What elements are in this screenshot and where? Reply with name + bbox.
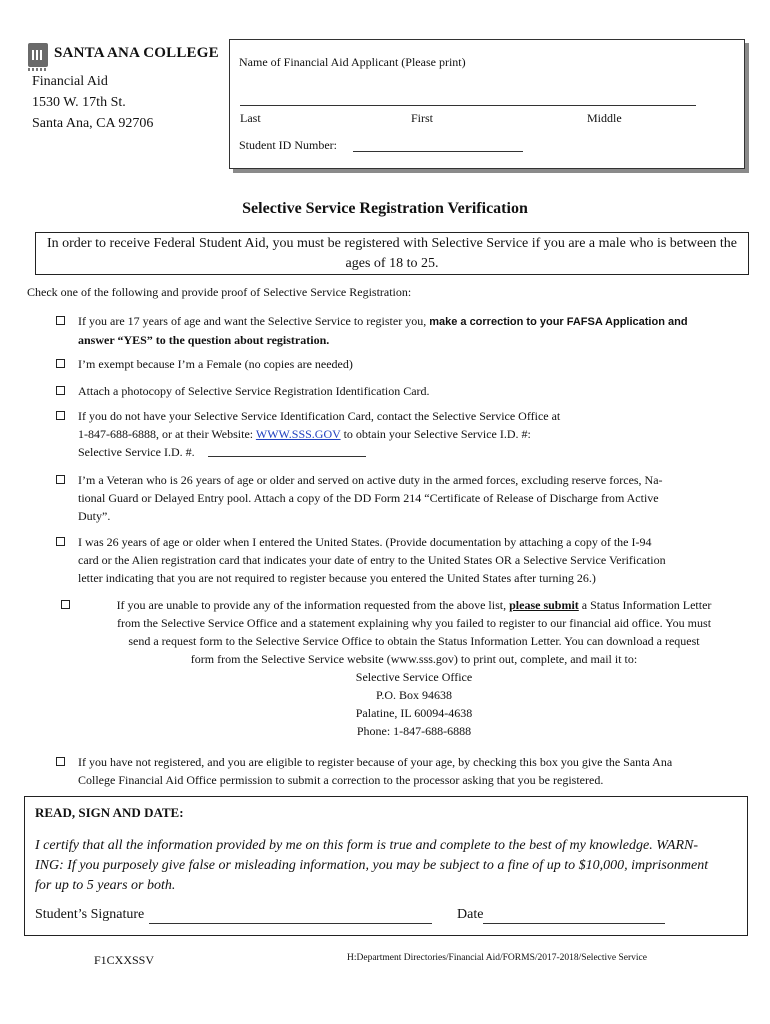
- first-name-label: First: [411, 111, 434, 125]
- address-line-3: Santa Ana, CA 92706: [32, 116, 154, 131]
- option-6-line-b: card or the Alien registration card that indicates your date of entry to the United States OR a Selective Service Verification: [78, 553, 666, 567]
- certification-box: [24, 796, 748, 936]
- mailing-address-line-4: Phone: 1-847-688-6888: [356, 724, 472, 738]
- option-5-line-c: Duty”.: [78, 509, 111, 523]
- option-8-line-a: If you have not registered, and you are eligible to register because of your age, by checking this box you give the Santa Ana: [78, 755, 673, 769]
- applicant-name-field[interactable]: [240, 105, 696, 106]
- option-1-text: [78, 312, 748, 349]
- option-4-line-c: to obtain your Selective Service I.D. #:: [343, 427, 531, 441]
- option-1-line-a: If you are 17 years of age and want the Selective Service to register you,: [78, 314, 427, 328]
- option-6-line-a: I was 26 years of age or older when I entered the United States. (Provide documentation by attaching a copy of the I-94: [78, 535, 652, 549]
- date-label: Date: [457, 907, 484, 922]
- middle-name-label: Middle: [587, 111, 622, 125]
- option-checkbox-7[interactable]: [61, 600, 70, 609]
- mailing-address-line-3: Palatine, IL 60094-4638: [355, 706, 473, 720]
- option-4-line-a: If you do not have your Selective Service Identification Card, contact the Selective Service Office at: [78, 409, 561, 423]
- option-checkbox-1[interactable]: [56, 316, 65, 325]
- instructions-text: Check one of the following and provide proof of Selective Service Registration:: [27, 285, 412, 299]
- form-code: F1CXXSSV: [94, 953, 155, 967]
- option-6-line-c: letter indicating that you are not required to register because you entered the United States after turning 26.): [78, 571, 596, 585]
- signature-field[interactable]: [149, 923, 432, 924]
- option-6-text: [78, 533, 750, 587]
- certification-line-1: I certify that all the information provided by me on this form is true and complete to the best of my knowledge. WARN-: [35, 838, 698, 853]
- college-name: SANTA ANA COLLEGE: [54, 45, 219, 61]
- option-8-line-b: College Financial Aid Office permission to submit a correction to the processor asking that you be registered.: [78, 773, 604, 787]
- selective-service-id-field[interactable]: [208, 456, 366, 457]
- option-7-line-a: If you are unable to provide any of the information requested from the above list,: [116, 598, 507, 612]
- option-7-line-c: a Status Information Letter: [581, 598, 712, 612]
- mailing-address-line-2: P.O. Box 94638: [375, 688, 452, 702]
- option-7-line-e: send a request form to the Selective Service Office to obtain the Status Information Letter. You can download a request: [128, 634, 700, 648]
- option-checkbox-2[interactable]: [56, 359, 65, 368]
- date-field[interactable]: [483, 923, 665, 924]
- college-logo-icon: [28, 43, 48, 67]
- mailing-address-line-1: Selective Service Office: [355, 670, 473, 684]
- sss-website-link[interactable]: WWW.SSS.GOV: [255, 427, 341, 441]
- last-name-label: Last: [240, 111, 261, 125]
- option-checkbox-8[interactable]: [56, 757, 65, 766]
- certification-line-2: ING: If you purposely give false or misleading information, you may be subject to a fine of up to $10,000, imprisonment: [35, 858, 709, 873]
- certification-statement: [35, 836, 740, 896]
- student-id-label: Student ID Number:: [239, 138, 337, 152]
- option-7-emphasis: please submit: [509, 598, 579, 612]
- file-path: H:Department Directories/Financial Aid/FORMS/2017-2018/Selective Service: [347, 953, 647, 963]
- option-7-text: [78, 596, 750, 740]
- option-5-line-a: I’m a Veteran who is 26 years of age or older and served on active duty in the armed forces, excluding reserve forces, Na-: [78, 473, 663, 487]
- option-4-line-b: 1-847-688-6888, or at their Website:: [78, 427, 254, 441]
- option-8-text: [78, 753, 750, 789]
- option-2-text: I’m exempt because I’m a Female (no copies are needed): [78, 357, 353, 371]
- student-id-field[interactable]: [353, 151, 523, 152]
- address-line-2: 1530 W. 17th St.: [32, 95, 126, 110]
- option-7-line-f: form from the Selective Service website (www.sss.gov) to print out, complete, and mail it to:: [190, 652, 638, 666]
- option-checkbox-5[interactable]: [56, 475, 65, 484]
- address-line-1: Financial Aid: [32, 74, 108, 89]
- page-title: Selective Service Registration Verification: [242, 200, 528, 217]
- certification-line-3: for up to 5 years or both.: [35, 878, 176, 893]
- certification-heading: READ, SIGN AND DATE:: [35, 805, 184, 820]
- option-5-text: [78, 471, 750, 525]
- option-checkbox-3[interactable]: [56, 386, 65, 395]
- option-1-bold-a: make a correction to your FAFSA Application and: [429, 316, 688, 328]
- eligibility-notice: In order to receive Federal Student Aid, you must be registered with Selective Service if you are a male who is between the ages of 18 to 25.: [35, 232, 749, 275]
- option-checkbox-4[interactable]: [56, 411, 65, 420]
- option-5-line-b: tional Guard or Delayed Entry pool. Attach a copy of the DD Form 214 “Certificate of Release of Discharge from Active: [78, 491, 659, 505]
- applicant-name-label: Name of Financial Aid Applicant (Please print): [239, 55, 466, 69]
- option-7-line-d: from the Selective Service Office and a statement explaining why you failed to register to our financial aid office. You must: [116, 616, 712, 630]
- signature-label: Student’s Signature: [35, 907, 145, 922]
- option-checkbox-6[interactable]: [56, 537, 65, 546]
- logo-decoration: [28, 68, 48, 71]
- option-4-text: [78, 407, 748, 461]
- option-3-text: Attach a photocopy of Selective Service Registration Identification Card.: [78, 384, 430, 398]
- applicant-box: [229, 39, 745, 169]
- option-4-line-d: Selective Service I.D. #.: [78, 445, 195, 459]
- option-1-bold-b: answer “YES” to the question about registration.: [78, 333, 330, 347]
